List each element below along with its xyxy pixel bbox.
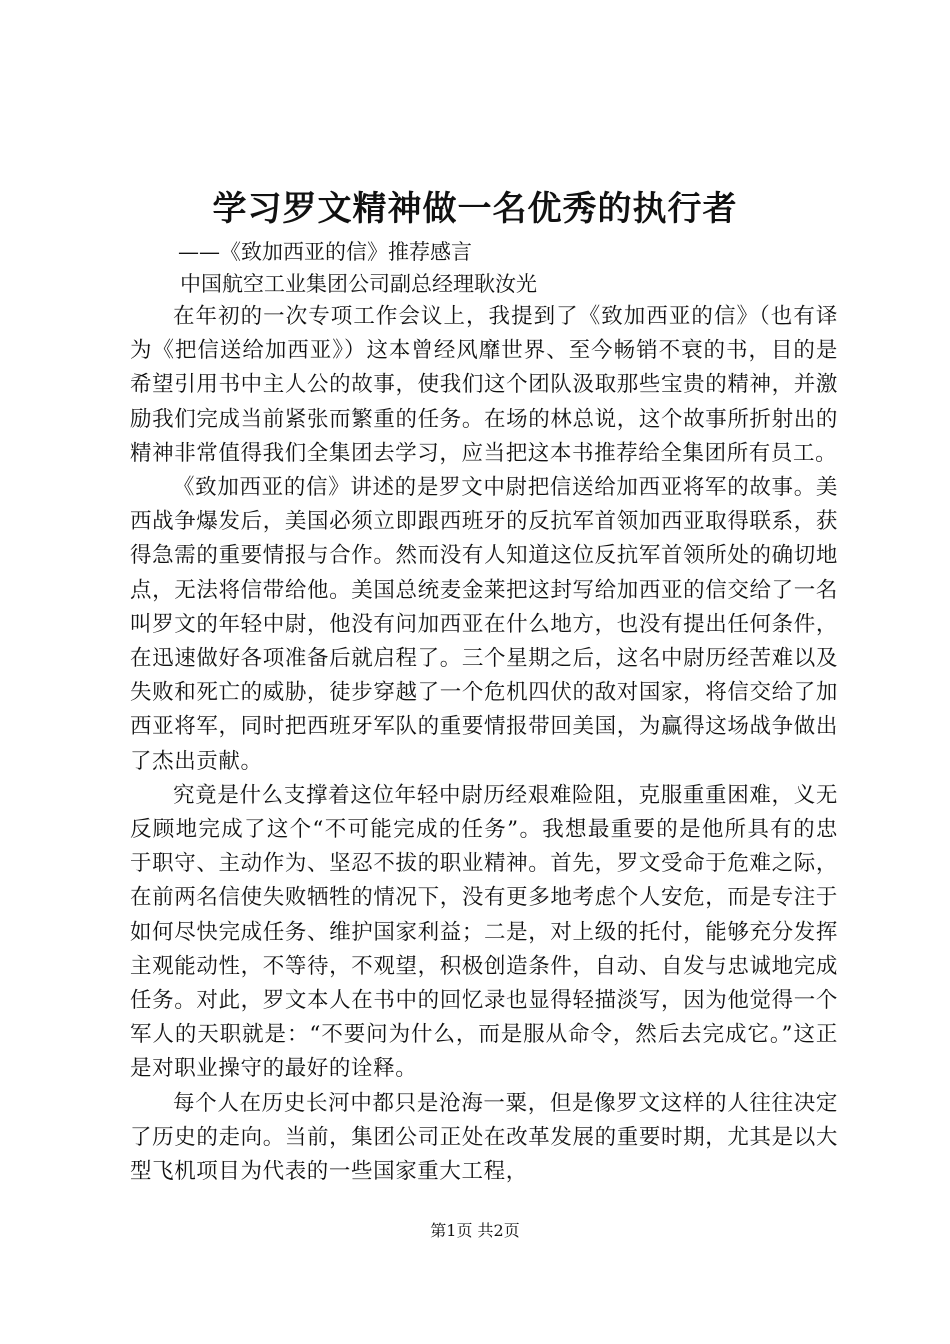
document-title: 学习罗文精神做一名优秀的执行者 [212, 189, 738, 229]
body-paragraph: 究竟是什么支撑着这位年轻中尉历经艰难险阻，克服重重困难，义无反顾地完成了这个“不可能完成的任务”。我想最重要的是他所具有的忠于职守、主动作为、坚忍不拔的职业精神。首先，罗文受命于危难之际，在前两名信使失败牺牲的情况下，没有更多地考虑个人安危，而是专注于如何尽快完成任务、维护国家利益；二是，对上级的托付，能够充分发挥主观能动性，不等待，不观望，积极创造条件，自动、自发与忠诚地完成任务。对此，罗文本人在书中的回忆录也显得轻描淡写，因为他觉得一个军人的天职就是：“不要问为什么，而是服从命令，然后去完成它。”这正是对职业操守的最好的诠释。 [130, 782, 838, 1082]
document-body [130, 300, 838, 1189]
document-subtitle: ——《致加西亚的信》推荐感言 [178, 240, 472, 264]
body-paragraph: 每个人在历史长河中都只是沧海一粟，但是像罗文这样的人往往决定了历史的走向。当前，集团公司正处在改革发展的重要时期，尤其是以大型飞机项目为代表的一些国家重大工程， [130, 1090, 838, 1185]
page-number-footer: 第1页 共2页 [430, 1221, 520, 1240]
body-paragraph: 《致加西亚的信》讲述的是罗文中尉把信送给加西亚将军的故事。美西战争爆发后，美国必须立即跟西班牙的反抗军首领加西亚取得联系，获得急需的重要情报与合作。然而没有人知道这位反抗军首领所处的确切地点，无法将信带给他。美国总统麦金莱把这封写给加西亚的信交给了一名叫罗文的年轻中尉，他没有问加西亚在什么地方，也没有提出任何条件，在迅速做好各项准备后就启程了。三个星期之后，这名中尉历经苦难以及失败和死亡的威胁，徒步穿越了一个危机四伏的敌对国家，将信交给了加西亚将军，同时把西班牙军队的重要情报带回美国，为赢得这场战争做出了杰出贡献。 [130, 475, 838, 774]
document-author: 中国航空工业集团公司副总经理耿汝光 [180, 272, 537, 296]
body-paragraph: 在年初的一次专项工作会议上，我提到了《致加西亚的信》（也有译为《把信送给加西亚》）这本曾经风靡世界、至今畅销不衰的书，目的是希望引用书中主人公的故事，使我们这个团队汲取那些宝贵的精神，并激励我们完成当前紧张而繁重的任务。在场的林总说，这个故事所折射出的精神非常值得我们全集团去学习，应当把这本书推荐给全集团所有员工。 [130, 304, 838, 466]
